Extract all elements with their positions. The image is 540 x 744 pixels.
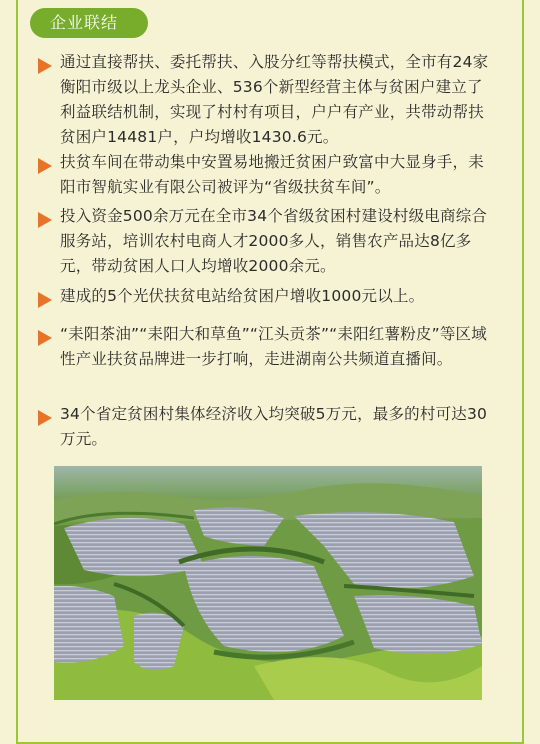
list-item [38,322,498,372]
list-item [38,50,498,150]
solar-farm-photo [54,466,482,700]
list-item [38,150,498,200]
triangle-bullet-icon [38,410,52,426]
item-text: 建成的5个光伏扶贫电站给贫困户增收1000元以上。 [60,287,425,305]
item-text: 34个省定贫困村集体经济收入均突破5万元，最多的村可达30万元。 [60,405,488,448]
item-text: 扶贫车间在带动集中安置易地搬迁贫困户致富中大显身手，耒阳市智航实业有限公司被评为“省级扶贫车间”。 [60,153,484,196]
triangle-bullet-icon [38,212,52,228]
triangle-bullet-icon [38,330,52,346]
list-item [38,284,498,309]
section-title: 企业联结 [30,8,148,38]
item-text: “耒阳茶油”“耒阳大和草鱼”“江头贡茶”“耒阳红薯粉皮”等区域性产业扶贫品牌进一步打响，走进湖南公共频道直播间。 [60,325,487,368]
triangle-bullet-icon [38,58,52,74]
item-text: 通过直接帮扶、委托帮扶、入股分红等帮扶模式，全市有24家衡阳市级以上龙头企业、536个新型经营主体与贫困户建立了利益联结机制，实现了村村有项目，户户有产业，共带动帮扶贫困户14481户，户均增收1430.6元。 [60,53,489,146]
triangle-bullet-icon [38,158,52,174]
list-item [38,204,498,279]
triangle-bullet-icon [38,292,52,308]
list-item [38,402,498,452]
item-text: 投入资金500余万元在全市34个省级贫困村建设村级电商综合服务站，培训农村电商人才2000多人，销售农产品达8亿多元，带动贫困人口人均增收2000余元。 [60,207,488,275]
